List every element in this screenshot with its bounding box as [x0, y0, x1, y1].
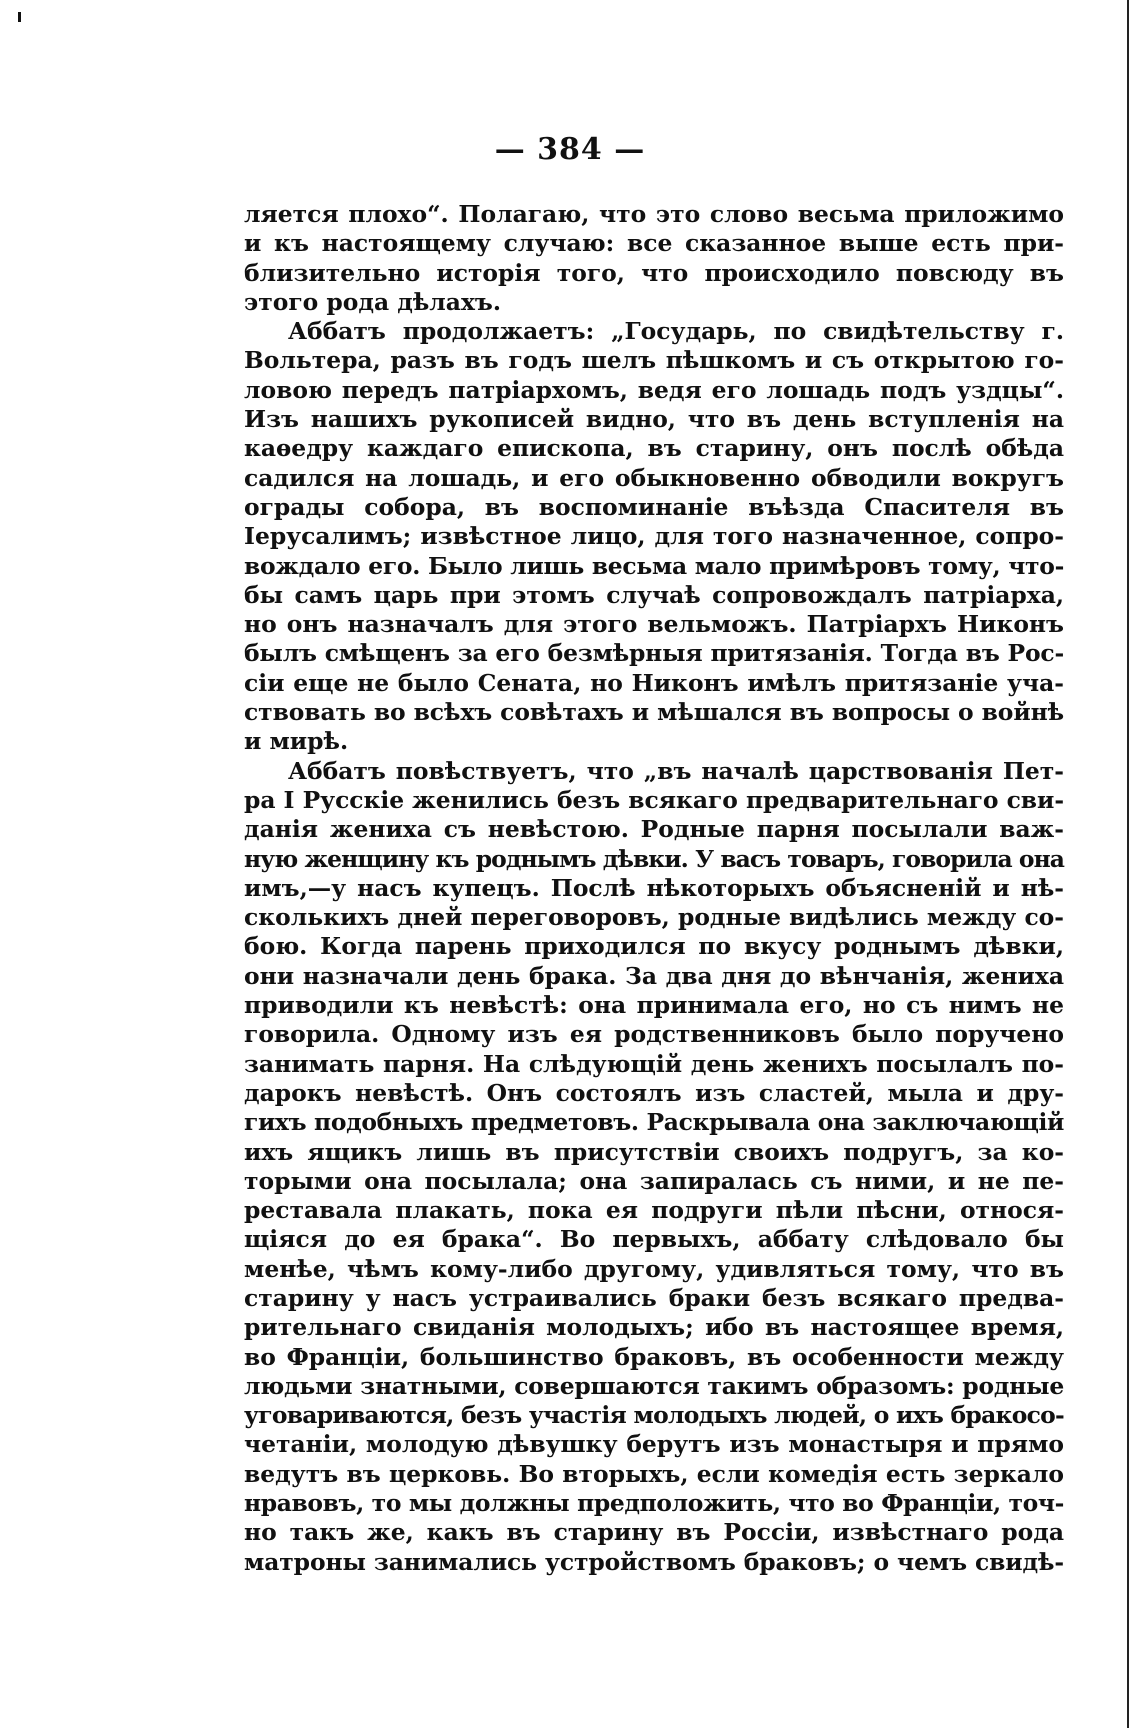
text-line: четаніи, молодую дѣвушку берутъ изъ монастыря и прямо	[244, 1430, 1064, 1459]
text-line: щіяся до ея брака“. Во первыхъ, аббату слѣдовало бы	[244, 1225, 1064, 1254]
text-line: ствовать во всѣхъ совѣтахъ и мѣшался въ вопросы о войнѣ	[244, 698, 1065, 727]
text-line: и мирѣ.	[244, 727, 349, 756]
text-line: этого рода дѣлахъ.	[244, 287, 501, 316]
text-line: сколькихъ дней переговоровъ, родные видѣлись между со-	[244, 903, 1064, 932]
paragraph	[244, 757, 1064, 1577]
text-line: рительнаго свиданія молодыхъ; ибо въ настоящее время,	[244, 1313, 1064, 1342]
text-line: Аббатъ повѣствуетъ, что „въ началѣ царствованія Пет-	[288, 756, 1064, 785]
text-line: ихъ ящикъ лишь въ присутствіи своихъ подругъ, за ко-	[244, 1137, 1064, 1166]
body-text	[244, 200, 1064, 1577]
text-line: близительно исторія того, что происходило повсюду въ	[244, 258, 1064, 287]
text-line: людьми знатными, совершаются такимъ образомъ: родные	[244, 1371, 1064, 1400]
text-line: данія жениха съ невѣстою. Родные парня посылали важ-	[244, 815, 1064, 844]
text-line: садился на лошадь, и его обыкновенно обводили вокругъ	[244, 463, 1064, 492]
text-line: гихъ подобныхъ предметовъ. Раскрывала она заключающій	[244, 1108, 1065, 1137]
text-line: нравовъ, то мы должны предположить, что во Франціи, точ-	[244, 1489, 1064, 1518]
text-line: старину у насъ устраивались браки безъ всякаго предва-	[244, 1283, 1064, 1312]
text-line: во Франціи, большинство браковъ, въ особенности между	[244, 1342, 1064, 1371]
paragraph	[244, 200, 1064, 317]
text-line: сіи еще не было Сената, но Никонъ имѣлъ притязаніе уча-	[244, 668, 1064, 697]
text-line: реставала плакать, пока ея подруги пѣли пѣсни, относя-	[244, 1196, 1064, 1225]
text-line: они назначали день брака. За два дня до вѣнчанія, жениха	[244, 961, 1064, 990]
text-line: имъ,—у насъ купецъ. Послѣ нѣкоторыхъ объясненій и нѣ-	[244, 873, 1064, 902]
text-line: бою. Когда парень приходился по вкусу роднымъ дѣвки,	[244, 932, 1064, 961]
text-line: ную женщину къ роднымъ дѣвки. У васъ товаръ, говорила она	[244, 844, 1064, 873]
text-line: ловою передъ патріархомъ, ведя его лошадь подъ уздцы“.	[244, 375, 1064, 404]
text-line: и къ настоящему случаю: все сказанное выше есть при-	[244, 229, 1064, 258]
text-line: бы самъ царь при этомъ случаѣ сопровождалъ патріарха,	[244, 580, 1064, 609]
text-line: но такъ же, какъ въ старину въ Россіи, извѣстнаго рода	[244, 1518, 1064, 1547]
text-line: Іерусалимъ; извѣстное лицо, для того назначенное, сопро-	[244, 522, 1064, 551]
scan-mark	[18, 12, 21, 22]
text-line: говорила. Одному изъ ея родственниковъ было поручено	[244, 1020, 1064, 1049]
text-line: менѣе, чѣмъ кому-либо другому, удивляться тому, что въ	[244, 1254, 1064, 1283]
text-line: уговариваются, безъ участія молодыхъ людей, о ихъ бракосо-	[244, 1401, 1064, 1430]
text-line: приводили къ невѣстѣ: она принимала его, но съ нимъ не	[244, 991, 1064, 1020]
text-line: каѳедру каждаго епископа, въ старину, онъ послѣ обѣда	[244, 434, 1064, 463]
text-line: матроны занимались устройствомъ браковъ; о чемъ свидѣ-	[244, 1547, 1065, 1576]
text-line: дарокъ невѣстѣ. Онъ состоялъ изъ сластей, мыла и дру-	[244, 1078, 1064, 1107]
text-line: Вольтера, разъ въ годъ шелъ пѣшкомъ и съ открытою го-	[244, 346, 1064, 375]
text-line: занимать парня. На слѣдующій день женихъ посылалъ по-	[244, 1049, 1064, 1078]
paragraph	[244, 317, 1064, 756]
page-edge-line	[1127, 0, 1129, 1728]
text-line: Изъ нашихъ рукописей видно, что въ день вступленія на	[244, 405, 1064, 434]
text-line: ра I Русскіе женились безъ всякаго предварительнаго сви-	[244, 785, 1064, 814]
text-line: но онъ назначалъ для этого вельможъ. Патріархъ Никонъ	[244, 610, 1064, 639]
page-number: — 384 —	[494, 132, 646, 167]
text-line: ограды собора, въ воспоминаніе въѣзда Спасителя въ	[244, 492, 1064, 521]
text-line: вождало его. Было лишь весьма мало примѣровъ тому, что-	[244, 551, 1064, 580]
text-line: ляется плохо“. Полагаю, что это слово весьма приложимо	[244, 200, 1064, 228]
text-line: торыми она посылала; она запиралась съ ними, и не пе-	[244, 1166, 1064, 1195]
text-line: Аббатъ продолжаетъ: „Государь, по свидѣтельству г.	[288, 317, 1064, 346]
text-line: ведутъ въ церковь. Во вторыхъ, если комедія есть зеркало	[244, 1459, 1064, 1488]
text-line: былъ смѣщенъ за его безмѣрныя притязанія. Тогда въ Рос-	[244, 639, 1064, 668]
